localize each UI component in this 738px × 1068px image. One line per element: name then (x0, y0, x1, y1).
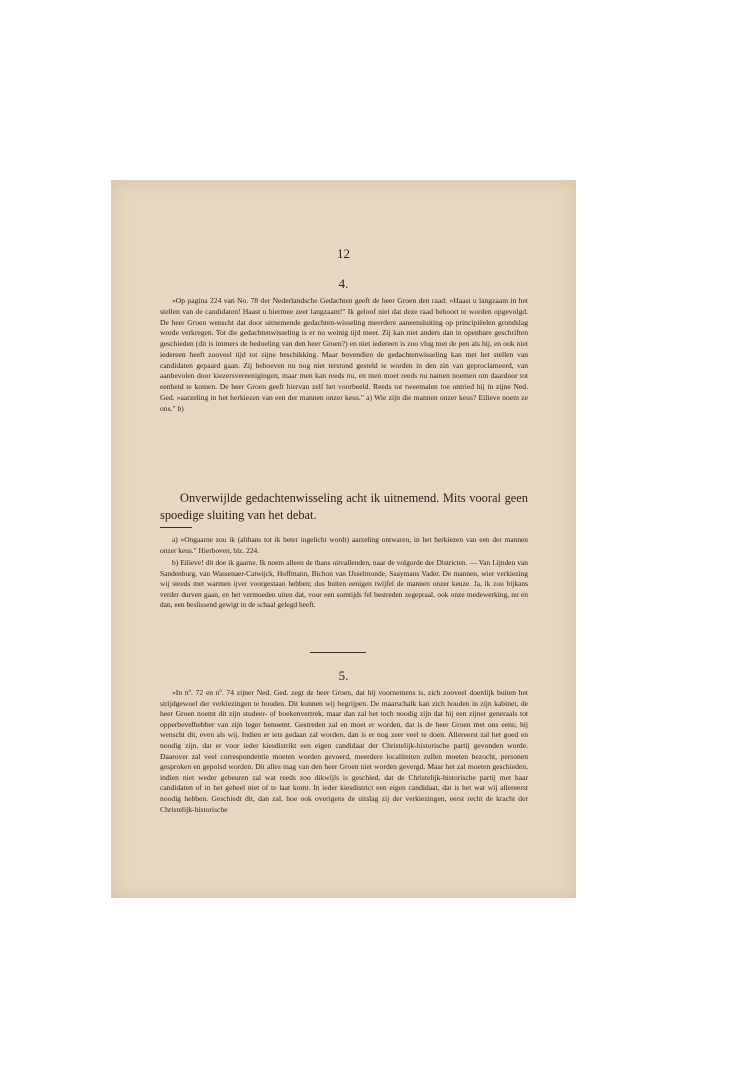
section-5-paragraph: »In nº. 72 en nº. 74 zijner Ned. Ged. zegt de heer Groen, dat hij voornemens is, zich zooveel doenlijk buiten het strijdgewoel der verkiezingen te houden. Dit kunnen wij begrijpen. De maarschalk kan zich houden in zijn kabinet, de heer Groen noemt dit zijn studeer- of boekenvertrek, maar dan zal het toch noodig zijn dat hij een zijner generaals tot opperbevelhebber van zijn leger benoemt. Gestreden zal en moet er worden, dat is de heer Groen met ons eens; hij wenscht dit, even als wij. Indien er iets gedaan zal worden, dan is er nog zeer veel te doen. Allereerst zal het goed en noodig zijn, dat er voor ieder kiesdistrikt een eigen candidaat der Christelijk-historische partij gevonden worde. Daarover zal veel correspondentie moeten worden gevoerd, meerdere localiteiten zullen moeten bezocht, personen gesproken en gepolsd worden. Dit alles mag van den heer Groen niet worden gevergd. Maar het zal moeten geschieden, indien niet weder gebeuren zal wat reeds zoo dikwijls is geschied, dat de Christelijk-historische partij met haar candidaten of in het geheel niet of te laat komt. In ieder kiesdistrict een eigen candidaat, dat is het wat wij allereerst noodig hebben. Geschiedt dit, dan zal, hoe ook overigens de uitslag zij der verkiezingen, eerst recht de kracht der Christelijk-historische (160, 688, 528, 814)
section-heading-5: 5. (338, 668, 349, 683)
section-heading-4: 4. (338, 276, 349, 291)
scanned-page (111, 180, 576, 898)
section-4-paragraph: »Op pagina 224 van No. 78 der Nederlandsche Gedachten geeft de heer Groen den raad: »Haast u langzaam in het stellen van de candidaten! Haast u hiermee zeer langzaam!" Ik geloof niet dat deze raad behoort te worden opgevolgd. De heer Groen wenscht dat door uitnemende gedachten-wisseling meerdere aaneensluiting op principiëelen grondslag worde verkregen. Tot die gedachtenwisseling is er nu weinig tijd meer. Zij kan niet anders dan in openbare geschriften geschieden (dit is immers de bedoeling van den heer Groen?) en niet iedereen is zoo vlug met de pen als hij, en ook niet iedereen heeft zooveel tijd tot zijne beschikking. Maar bovendien de gedachtenwisseling kan met het stellen van candidaten gepaard gaan. Zij behoeven nu nog niet terstond gesteld te worden in den zin van geproclameerd, van aanbevolen door kiezersvereenigingen, maar men kan reeds nu, en men moet reeds nu namen noemen om daardoor tot eenheid te komen. De heer Groen geeft hiervan zelf het voorbeeld. Reeds tot tweemalen toe ontried hij in zijne Ned. Ged. »aarzeling in het herkiezen van een der mannen onzer keus." a) Wie zijn die mannen onzer keus? Eilieve noem ze ons." b) (160, 296, 528, 413)
footnote-rule (160, 527, 192, 528)
footnote-a: a) »Ongaarne zou ik (althans tot ik beter ingelicht wordt) aarzeling ontwaren, in het herkiezen van een der mannen onzer keus." Hierboven, blz. 224. (160, 535, 528, 555)
section-divider (310, 652, 366, 653)
page-number: 12 (337, 246, 350, 261)
footnote-b: b) Eilieve! dit doe ik gaarne. Ik noem alleen de thans uitvallenden, naar de volgorde der Districten. — Van Lijnden van Sandenburg, van Wassenaer-Catwijck, Hoffmann, Bichon van IJsselmonde, Saaymans Vader. De mannen, wier verkiezing wij steeds met warmen ijver voorgestaan hebben; dus buiten eenigen twijfel de mannen onzer keuze. Ja, ik zou bijkans verder durven gaan, en het vermoeden uiten dat, voor een somtijds fel bestreden zegepraal, ook onze medewerking, nu en dan, een beslissend gewigt in de schaal gelegd heeft. (160, 558, 528, 610)
reply-statement: Onverwijlde gedachtenwisseling acht ik uitnemend. Mits vooral geen spoedige sluiting van het debat. (160, 491, 528, 522)
